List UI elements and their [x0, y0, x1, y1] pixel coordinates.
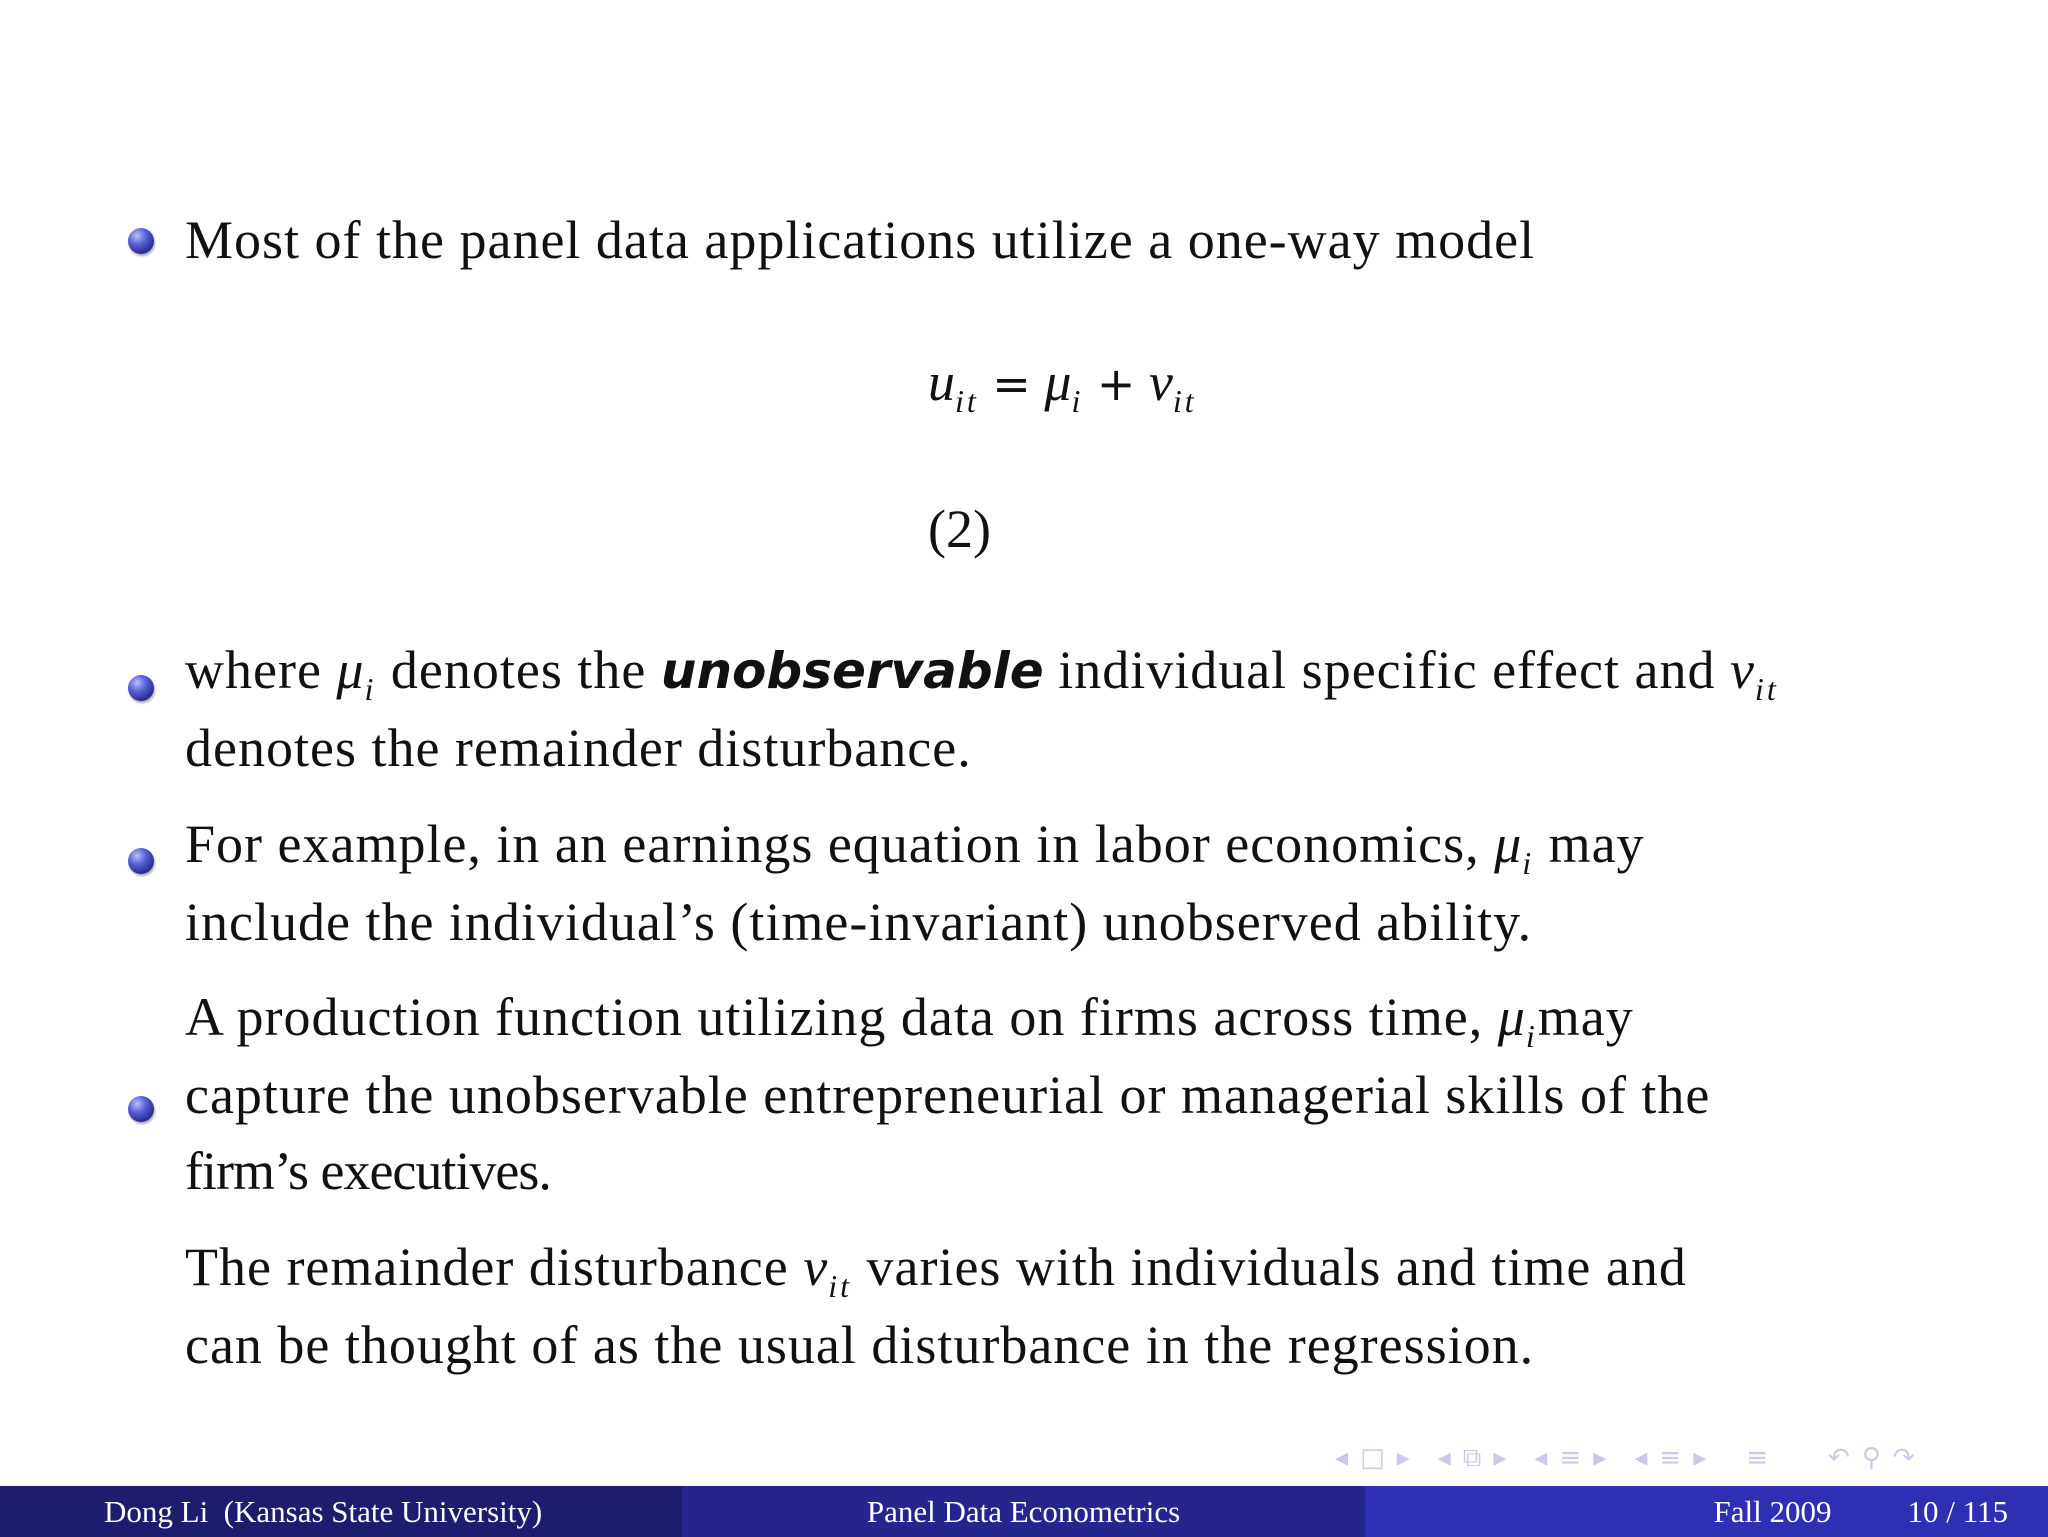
undo-icon[interactable]: ↶: [1828, 1443, 1850, 1473]
bullet-5-line-2: can be thought of as the usual disturbance in the regression.: [185, 1315, 1535, 1375]
bullet-icon: [128, 675, 154, 701]
navigation-bar: [1335, 1438, 1927, 1478]
bullet-4-line-3: firm’s executives.: [185, 1141, 551, 1201]
appendix-icon[interactable]: ≡: [1746, 1443, 1769, 1473]
footer-title-text: Panel Data Econometrics: [866, 1493, 1181, 1529]
nav-left-arrow-icon[interactable]: ◂: [1634, 1443, 1648, 1473]
page-number: 10 / 115: [1907, 1493, 2008, 1529]
frame-icon[interactable]: □: [1360, 1443, 1385, 1473]
footer: [0, 1486, 2048, 1537]
bullet-1-text: Most of the panel data applications utilize a one-way model: [185, 210, 1536, 270]
bullet-2-line-1: where $\mu_i$ denotes the unobservable individual specific effect and $v_{it}$: [185, 640, 1779, 707]
footer-info: [1365, 1486, 2048, 1537]
bullet-3-line-1: For example, in an earnings equation in labor economics, $\mu_i$ may: [185, 814, 1645, 881]
nav-left-arrow-icon[interactable]: ◂: [1437, 1443, 1451, 1473]
nav-left-arrow-icon[interactable]: ◂: [1534, 1443, 1548, 1473]
document-icon[interactable]: ≡: [1659, 1443, 1682, 1473]
equation: $u_{it} = \mu_i + v_{it}$: [928, 352, 1197, 419]
footer-author: [0, 1486, 682, 1537]
bullet-4-line-1: A production function utilizing data on firms across time, $\mu_imay$: [185, 987, 1634, 1054]
bullet-3-line-2: include the individual’s (time-invariant) unobserved ability.: [185, 892, 1533, 952]
footer-title: [682, 1486, 1365, 1537]
bullet-icon: [128, 228, 154, 254]
section-icon[interactable]: ≡: [1559, 1443, 1582, 1473]
bullet-icon: [128, 848, 154, 874]
bullet-icon: [128, 1096, 154, 1122]
footer-date: Fall 2009: [1713, 1493, 1832, 1529]
redo-icon[interactable]: ↷: [1892, 1443, 1915, 1473]
bullet-4-line-2: capture the unobservable entrepreneurial or managerial skills of the: [185, 1065, 1711, 1125]
bullet-2-line-2: denotes the remainder disturbance.: [185, 718, 972, 778]
nav-right-arrow-icon[interactable]: ▸: [1396, 1443, 1410, 1473]
nav-right-arrow-icon[interactable]: ▸: [1493, 1443, 1507, 1473]
bullet-5-line-1: The remainder disturbance $v_{it}$ varies with individuals and time and: [185, 1237, 1687, 1304]
nav-right-arrow-icon[interactable]: ▸: [1693, 1443, 1707, 1473]
nav-right-arrow-icon[interactable]: ▸: [1593, 1443, 1607, 1473]
nav-left-arrow-icon[interactable]: ◂: [1335, 1443, 1349, 1473]
search-icon[interactable]: ⚲: [1861, 1443, 1881, 1473]
equation-number: (2): [928, 499, 991, 559]
subsection-icon[interactable]: ⧉: [1462, 1442, 1482, 1473]
footer-author-text: Dong Li (Kansas State University): [104, 1493, 543, 1529]
